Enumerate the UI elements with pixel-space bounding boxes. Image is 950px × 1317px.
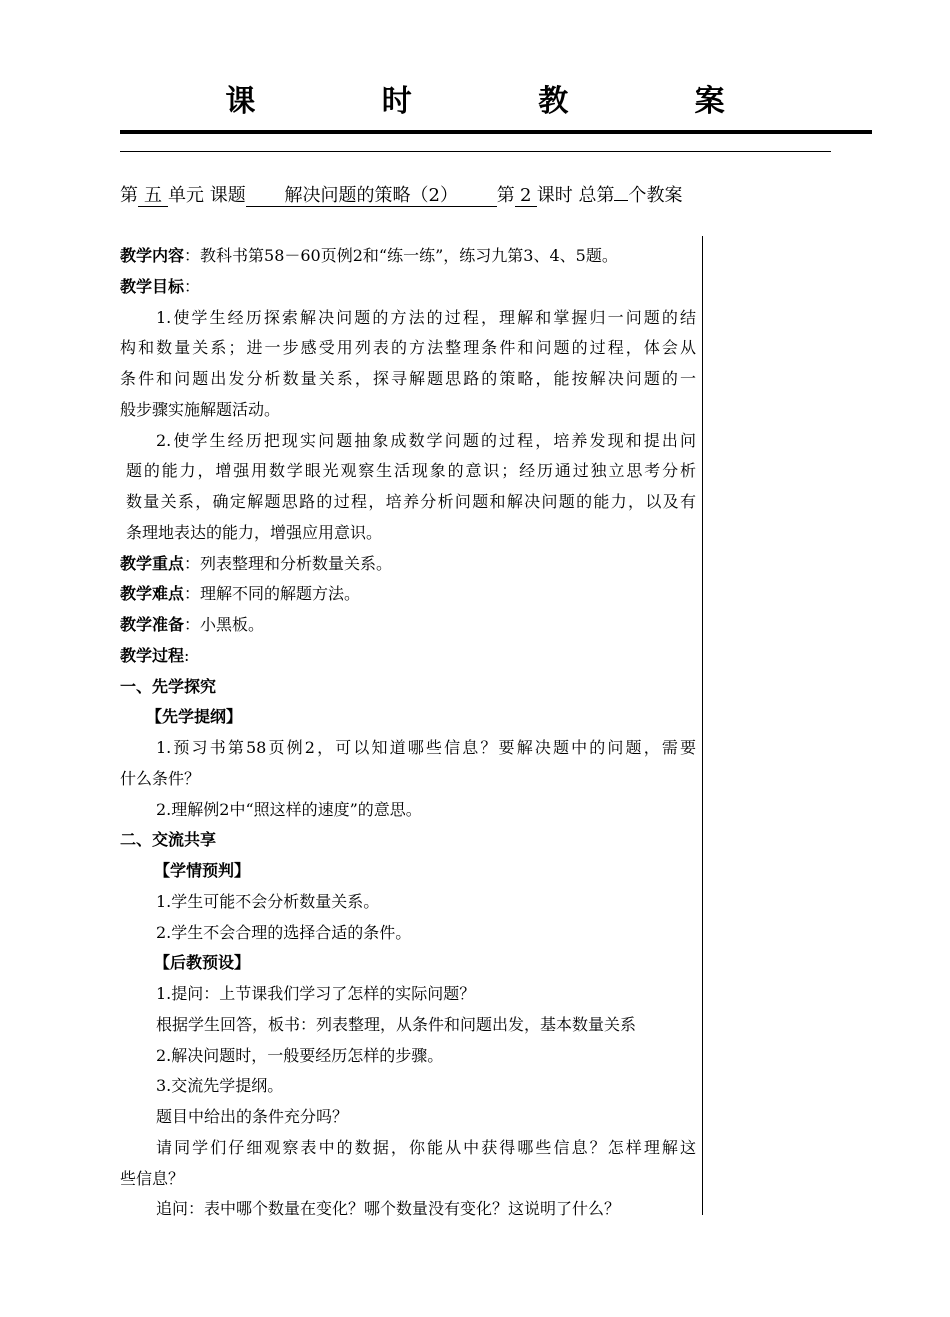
teaching-goals — [120, 272, 696, 303]
key-label: 教学重点 — [120, 553, 185, 573]
difficult-text: ：理解不同的解题方法。 — [184, 584, 361, 604]
prep-label: 教学准备 — [120, 615, 185, 634]
question-line: 请同学们仔细观察表中的数据，你能从中获得哪些信息？怎样理解这 — [156, 1137, 696, 1157]
content-text: ：教科书第58－60页例2和“练一练”，练习九第3、4、5题。 — [184, 246, 618, 265]
unit-suffix: 单元 课题 — [168, 185, 246, 206]
preset-line: 2.解决问题时，一般要经历怎样的步骤。 — [156, 1045, 444, 1065]
goal1-line: 1.使学生经历探索解决问题的方法的过程，理解和掌握归一问题的结 — [156, 307, 696, 327]
lesson-number: 2 — [515, 186, 537, 207]
header-prefix: 第 — [120, 185, 138, 206]
preset-line: 3.交流先学提纲。 — [156, 1076, 284, 1096]
goal1-line: 般步骤实施解题活动。 — [120, 399, 281, 419]
question-line: 题目中给出的条件充分吗？ — [156, 1107, 349, 1126]
title-rule-thick — [120, 130, 872, 134]
content-label: 教学内容 — [120, 246, 185, 265]
table-right-border — [702, 236, 703, 1215]
outline-line: 2.理解例2中“照这样的速度”的意思。 — [156, 799, 422, 819]
predict-line: 2.学生不会合理的选择合适的条件。 — [156, 922, 412, 942]
goal1-line: 条件和问题出发分析数量关系，探寻解题思路的策略，能按解决问题的一 — [120, 369, 696, 388]
lesson-plan-body — [120, 241, 696, 1225]
predict-line: 1.学生可能不会分析数量关系。 — [156, 891, 380, 911]
lesson-suffix: 课时 总第 — [536, 185, 615, 206]
process — [120, 641, 696, 672]
key-point — [120, 549, 696, 580]
question-line: 些信息？ — [120, 1168, 185, 1188]
process-colon: : — [184, 645, 190, 665]
unit-number: 五 — [138, 186, 168, 207]
title-rule-thin — [120, 151, 831, 152]
question-line: 追问：表中哪个数量在变化？哪个数量没有变化？这说明了什么？ — [156, 1199, 621, 1219]
goal1-line: 构和数量关系；进一步感受用列表的方法整理条件和问题的过程，体会从 — [120, 338, 696, 358]
topic-title: 解决问题的策略（2） — [246, 186, 497, 207]
preset-line: 1.提问：上节课我们学习了怎样的实际问题？ — [156, 984, 476, 1003]
lesson-prefix: 第 — [496, 185, 515, 206]
outline-label: 【先学提纲】 — [146, 707, 243, 727]
difficult-point — [120, 579, 696, 610]
prep-text: ：小黑板。 — [184, 615, 265, 634]
lesson-header — [120, 181, 682, 211]
goals-colon: ： — [184, 276, 201, 296]
key-text: ：列表整理和分析数量关系。 — [184, 553, 393, 573]
process-label: 教学过程 — [120, 645, 185, 665]
total-number — [614, 200, 628, 201]
goal2-line: 数量关系，确定解题思路的过程，培养分析问题和解决问题的能力，以及有 — [126, 492, 696, 511]
preset-line: 根据学生回答，板书：列表整理，从条件和问题出发，基本数量关系 — [156, 1014, 637, 1034]
section-heading: 二、交流共享 — [120, 830, 217, 850]
section-heading: 一、先学探究 — [120, 676, 217, 696]
preset-label: 【后教预设】 — [154, 953, 251, 973]
page-title: 课 时 教 案 — [225, 84, 783, 119]
outline-line: 1.预习书第58页例2，可以知道哪些信息？要解决题中的问题，需要 — [156, 738, 696, 757]
difficult-label: 教学难点 — [120, 584, 185, 604]
predict-label: 【学情预判】 — [154, 861, 251, 880]
preparation — [120, 610, 696, 641]
outline-line: 什么条件？ — [120, 768, 201, 788]
goal2-line: 2.使学生经历把现实问题抽象成数学问题的过程，培养发现和提出问 — [156, 430, 696, 450]
goal2-line: 题的能力，增强用数学眼光观察生活现象的意识；经历通过独立思考分析 — [126, 461, 696, 481]
total-suffix: 个教案 — [628, 185, 683, 206]
teaching-content — [120, 241, 696, 272]
goals-label: 教学目标 — [120, 276, 185, 296]
goal2-line: 条理地表达的能力，增强应用意识。 — [126, 522, 383, 542]
